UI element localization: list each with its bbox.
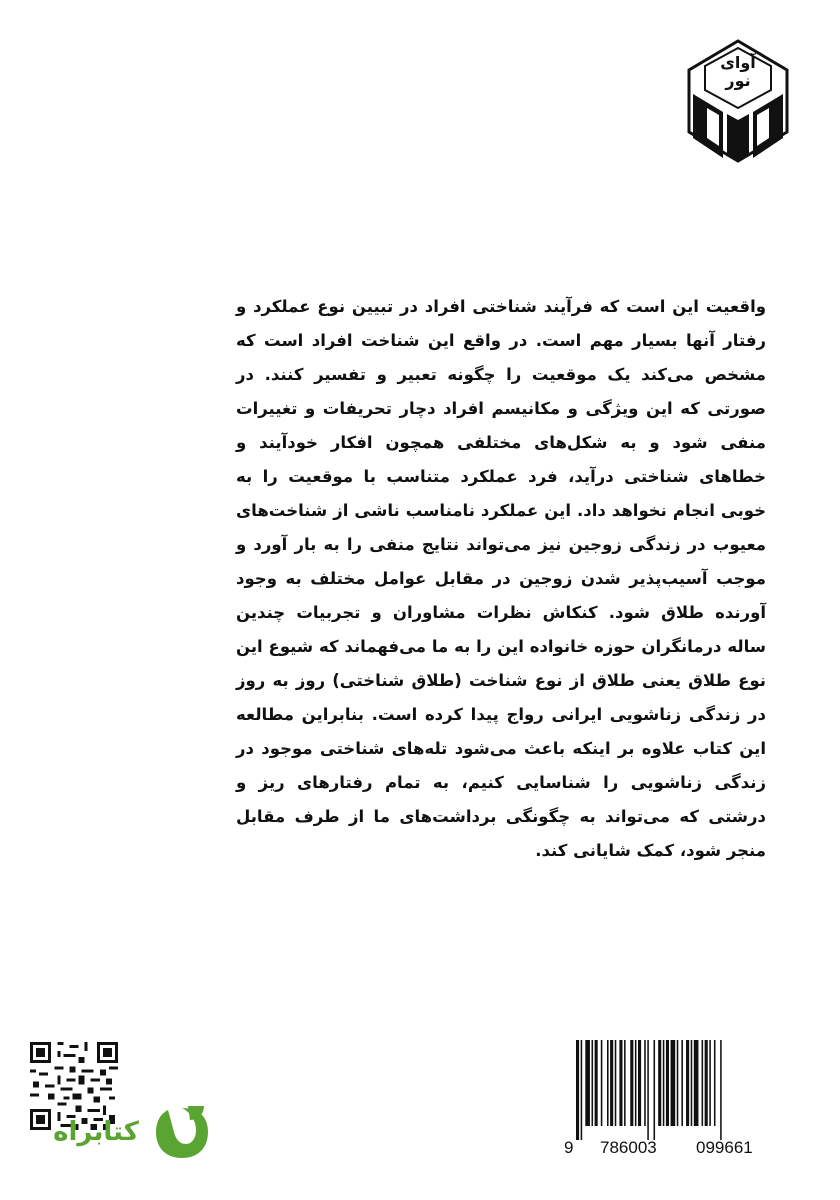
barcode-bars — [562, 1040, 784, 1140]
barcode-bar — [615, 1040, 617, 1126]
barcode-bar — [595, 1040, 598, 1126]
publisher-logo-text — [683, 54, 793, 90]
barcode-bar — [610, 1040, 613, 1126]
barcode-bar — [677, 1040, 679, 1126]
barcode-bar — [702, 1040, 704, 1126]
barcode-bar — [714, 1040, 716, 1126]
publisher-logo — [683, 38, 793, 164]
isbn-right-group: 099661 — [696, 1138, 753, 1157]
barcode-bar — [607, 1040, 609, 1126]
barcode-bar — [720, 1040, 722, 1140]
barcode-bar — [671, 1040, 676, 1126]
barcode-bar — [705, 1040, 708, 1126]
barcode-bar — [624, 1040, 626, 1126]
publisher-logo-line2: نور — [725, 71, 751, 90]
barcode-bar — [686, 1040, 689, 1126]
barcode-bar — [681, 1040, 683, 1126]
barcode-bar — [635, 1040, 637, 1126]
barcode-bar — [658, 1040, 661, 1126]
barcode-bar — [592, 1040, 594, 1126]
barcode-bar — [691, 1040, 693, 1126]
book-description: واقعیت این است که فرآیند شناختی افراد در تبیین نوع عملکرد و رفتار آنها بسیار مهم است. در واقع این شناخت افراد است که مشخص می‌کند یک موقعیت را چگونه تعبیر و تفسیر کنند. در صورتی که این ویژگی و مکانیسم افراد دچار تحریفات و تغییرات منفی شود و به شکل‌های مختلفی همچون افکار خودآیند و خطاهای شناختی درآید، فرد عملکرد متناسب با موقعیت را به خوبی انجام نخواهد داد. این عملکرد نامناسب ناشی از شناخت‌های معیوب در زندگی زوجین نیز می‌تواند نتایج منفی را به بار آورد و موجب آسیب‌پذیر شدن زوجین در مقابل عوامل مختلف به وجود آورنده طلاق شود. کنکاش نظرات مشاوران و تجربیات چندین ساله درمانگران حوزه خانواده این را به ما می‌فهماند که شیوع این نوع طلاق یعنی طلاق از نوع شناخت (طلاق شناختی) روز به روز در زندگی زناشویی ایرانی رواج پیدا کرده است. بنابراین مطالعه این کتاب علاوه بر اینکه باعث می‌شود تله‌های شناختی موجود در زندگی زناشویی را شناسایی کنیم، به تمام رفتارهای ریز و درشتی که می‌تواند به چگونگی برداشت‌های ما از طرف مقابل منجر شود، کمک شایانی کند. — [236, 297, 766, 860]
barcode-bar — [709, 1040, 711, 1126]
barcode-bar — [663, 1040, 665, 1126]
barcode-bar — [644, 1040, 646, 1126]
barcode-bar — [666, 1040, 669, 1126]
leaf-logo-icon — [152, 1102, 212, 1162]
barcode-bar — [601, 1040, 603, 1126]
store-name: کتابراه — [53, 1117, 139, 1147]
barcode-bar — [619, 1040, 622, 1126]
isbn-lead-digit: 9 — [564, 1138, 574, 1157]
barcode-bar — [638, 1040, 641, 1126]
store-logo — [40, 1102, 212, 1162]
barcode-bar — [647, 1040, 649, 1140]
barcode-bar — [654, 1040, 656, 1140]
barcode-bar — [581, 1040, 583, 1140]
barcode-bar — [585, 1040, 590, 1126]
isbn-left-group: 786003 — [600, 1138, 657, 1157]
barcode-bar — [630, 1040, 633, 1126]
publisher-logo-line1: آوای — [720, 53, 756, 72]
barcode-bar — [694, 1040, 699, 1126]
barcode-bar — [576, 1040, 579, 1140]
isbn-barcode — [562, 1040, 784, 1165]
